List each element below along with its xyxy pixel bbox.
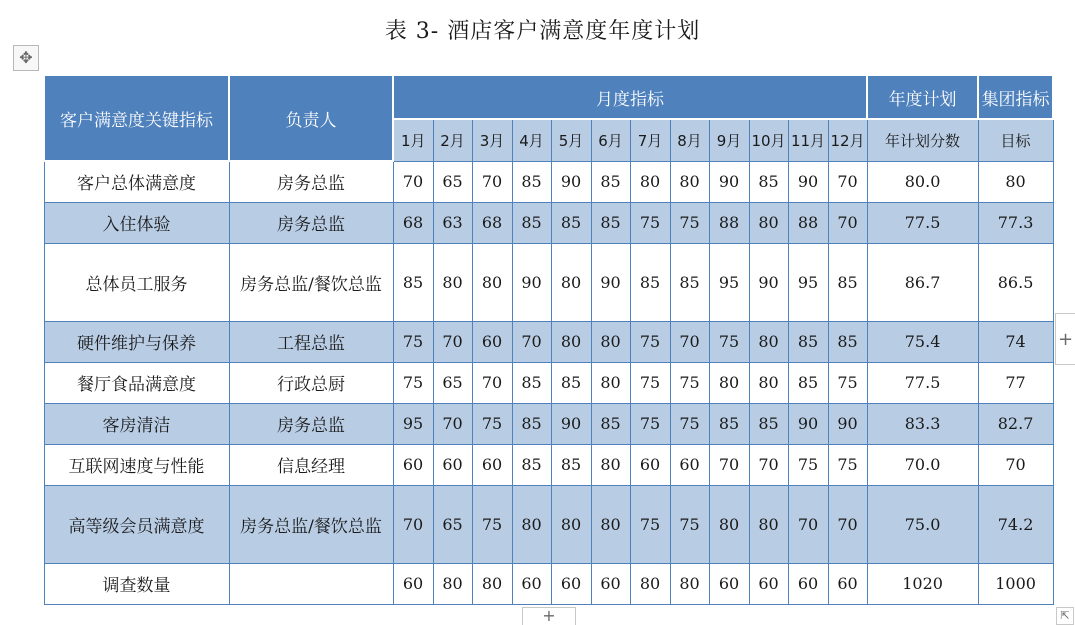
cell-month-value[interactable]: 60	[393, 563, 433, 604]
resize-corner-icon: ⇱	[1060, 609, 1070, 622]
cell-month-value[interactable]: 90	[788, 161, 828, 202]
cell-month-value[interactable]: 80	[670, 563, 709, 604]
cell-month-value[interactable]: 63	[433, 202, 472, 243]
cell-month-value[interactable]: 80	[749, 202, 788, 243]
cell-month-value[interactable]: 75	[630, 485, 670, 563]
cell-month-value[interactable]: 60	[670, 444, 709, 485]
header-kpi: 客户满意度关键指标	[44, 75, 229, 161]
cell-kpi[interactable]: 调查数量	[44, 563, 229, 604]
table-row	[44, 321, 1053, 362]
satisfaction-plan-table	[43, 74, 1054, 605]
cell-month-value[interactable]: 75	[630, 362, 670, 403]
table-row	[44, 403, 1053, 444]
cell-month-value[interactable]: 60	[472, 321, 512, 362]
add-row-button[interactable]	[522, 607, 576, 625]
cell-month-value[interactable]: 80	[749, 362, 788, 403]
header-month: 1月	[393, 119, 433, 161]
cell-month-value[interactable]: 75	[828, 362, 867, 403]
cell-annual-score[interactable]: 77.5	[867, 362, 978, 403]
cell-month-value[interactable]: 75	[670, 485, 709, 563]
cell-month-value[interactable]: 75	[709, 321, 749, 362]
cell-month-value[interactable]: 70	[512, 321, 551, 362]
cell-month-value[interactable]: 80	[433, 563, 472, 604]
header-month: 5月	[551, 119, 591, 161]
cell-owner[interactable]: 房务总监	[229, 161, 393, 202]
cell-annual-score[interactable]: 80.0	[867, 161, 978, 202]
cell-target[interactable]: 74	[978, 321, 1053, 362]
cell-month-value[interactable]: 85	[749, 161, 788, 202]
page-title: 表 3- 酒店客户满意度年度计划	[384, 19, 701, 44]
cell-month-value[interactable]: 80	[670, 161, 709, 202]
header-month: 9月	[709, 119, 749, 161]
cell-month-value[interactable]: 60	[433, 444, 472, 485]
cell-month-value[interactable]: 80	[591, 321, 630, 362]
cell-month-value[interactable]: 60	[788, 563, 828, 604]
cell-month-value[interactable]: 85	[551, 444, 591, 485]
cell-month-value[interactable]: 80	[749, 485, 788, 563]
cell-annual-score[interactable]: 77.5	[867, 202, 978, 243]
cell-month-value[interactable]: 80	[709, 485, 749, 563]
cell-target[interactable]: 77.3	[978, 202, 1053, 243]
cell-annual-score[interactable]: 75.0	[867, 485, 978, 563]
cell-owner[interactable]: 行政总厨	[229, 362, 393, 403]
cell-month-value[interactable]: 80	[551, 321, 591, 362]
cell-month-value[interactable]: 90	[512, 243, 551, 321]
cell-month-value[interactable]: 75	[828, 444, 867, 485]
cell-month-value[interactable]: 70	[433, 321, 472, 362]
cell-owner[interactable]: 房务总监	[229, 202, 393, 243]
cell-kpi[interactable]: 入住体验	[44, 202, 229, 243]
cell-month-value[interactable]: 85	[591, 403, 630, 444]
header-month: 2月	[433, 119, 472, 161]
cell-month-value[interactable]: 85	[749, 403, 788, 444]
header-month: 10月	[749, 119, 788, 161]
cell-month-value[interactable]: 60	[749, 563, 788, 604]
cell-month-value[interactable]: 85	[828, 243, 867, 321]
cell-month-value[interactable]: 70	[670, 321, 709, 362]
cell-month-value[interactable]: 70	[788, 485, 828, 563]
table-move-handle[interactable]	[13, 45, 39, 71]
cell-annual-score[interactable]: 70.0	[867, 444, 978, 485]
cell-month-value[interactable]: 65	[433, 485, 472, 563]
cell-annual-score[interactable]: 86.7	[867, 243, 978, 321]
cell-month-value[interactable]: 80	[551, 485, 591, 563]
cell-month-value[interactable]: 70	[828, 202, 867, 243]
cell-owner[interactable]: 房务总监	[229, 403, 393, 444]
cell-annual-score[interactable]: 1020	[867, 563, 978, 604]
cell-month-value[interactable]: 85	[591, 202, 630, 243]
table-row	[44, 362, 1053, 403]
cell-month-value[interactable]: 70	[828, 161, 867, 202]
cell-month-value[interactable]: 70	[393, 161, 433, 202]
cell-target[interactable]: 1000	[978, 563, 1053, 604]
cell-month-value[interactable]: 60	[551, 563, 591, 604]
cell-month-value[interactable]: 80	[630, 161, 670, 202]
cell-month-value[interactable]: 68	[472, 202, 512, 243]
table-row	[44, 563, 1053, 604]
cell-owner[interactable]: 房务总监/餐饮总监	[229, 485, 393, 563]
cell-month-value[interactable]: 90	[788, 403, 828, 444]
header-annual-group: 年度计划	[867, 75, 978, 119]
cell-kpi[interactable]: 硬件维护与保养	[44, 321, 229, 362]
header-month: 8月	[670, 119, 709, 161]
header-month: 3月	[472, 119, 512, 161]
cell-month-value[interactable]: 70	[472, 362, 512, 403]
cell-month-value[interactable]: 65	[433, 161, 472, 202]
table-body	[44, 161, 1053, 604]
header-month: 6月	[591, 119, 630, 161]
header-month: 11月	[788, 119, 828, 161]
header-month: 7月	[630, 119, 670, 161]
cell-month-value[interactable]: 70	[393, 485, 433, 563]
cell-target[interactable]: 80	[978, 161, 1053, 202]
cell-month-value[interactable]: 85	[551, 362, 591, 403]
cell-month-value[interactable]: 70	[828, 485, 867, 563]
cell-owner[interactable]	[229, 563, 393, 604]
cell-target[interactable]: 77	[978, 362, 1053, 403]
cell-month-value[interactable]: 90	[551, 161, 591, 202]
cell-month-value[interactable]: 88	[788, 202, 828, 243]
cell-kpi[interactable]: 高等级会员满意度	[44, 485, 229, 563]
cell-month-value[interactable]: 85	[512, 202, 551, 243]
cell-month-value[interactable]: 60	[512, 563, 551, 604]
cell-month-value[interactable]: 90	[551, 403, 591, 444]
cell-month-value[interactable]: 90	[591, 243, 630, 321]
cell-month-value[interactable]: 85	[670, 243, 709, 321]
table-row	[44, 202, 1053, 243]
plus-icon: +	[542, 606, 556, 625]
cell-month-value[interactable]: 80	[433, 243, 472, 321]
cell-month-value[interactable]: 85	[551, 202, 591, 243]
cell-month-value[interactable]: 85	[512, 362, 551, 403]
cell-month-value[interactable]: 75	[670, 202, 709, 243]
cell-month-value[interactable]: 85	[709, 403, 749, 444]
header-monthly-group: 月度指标	[393, 75, 867, 119]
cell-month-value[interactable]: 80	[551, 243, 591, 321]
cell-month-value[interactable]: 75	[788, 444, 828, 485]
cell-kpi[interactable]: 互联网速度与性能	[44, 444, 229, 485]
cell-kpi[interactable]: 总体员工服务	[44, 243, 229, 321]
cell-month-value[interactable]: 88	[709, 202, 749, 243]
cell-target[interactable]: 86.5	[978, 243, 1053, 321]
cell-month-value[interactable]: 85	[591, 161, 630, 202]
header-month: 4月	[512, 119, 551, 161]
cell-month-value[interactable]: 80	[591, 362, 630, 403]
table-row	[44, 161, 1053, 202]
cell-month-value[interactable]: 60	[591, 563, 630, 604]
cell-month-value[interactable]: 80	[512, 485, 551, 563]
table-row	[44, 243, 1053, 321]
cell-month-value[interactable]: 60	[630, 444, 670, 485]
header-group-target-group: 集团指标	[978, 75, 1053, 119]
cell-month-value[interactable]: 75	[393, 362, 433, 403]
cell-month-value[interactable]: 60	[393, 444, 433, 485]
cell-month-value[interactable]: 68	[393, 202, 433, 243]
cell-month-value[interactable]: 65	[433, 362, 472, 403]
header-target: 目标	[978, 119, 1053, 161]
plus-icon: +	[1057, 328, 1074, 350]
cell-target[interactable]: 74.2	[978, 485, 1053, 563]
cell-month-value[interactable]: 75	[630, 202, 670, 243]
cell-month-value[interactable]: 80	[472, 243, 512, 321]
cell-month-value[interactable]: 75	[393, 321, 433, 362]
cell-month-value[interactable]: 80	[591, 444, 630, 485]
cell-month-value[interactable]: 70	[709, 444, 749, 485]
cell-month-value[interactable]: 90	[828, 403, 867, 444]
cell-owner[interactable]: 房务总监/餐饮总监	[229, 243, 393, 321]
cell-month-value[interactable]: 70	[472, 161, 512, 202]
cell-owner[interactable]: 信息经理	[229, 444, 393, 485]
cell-month-value[interactable]: 85	[512, 444, 551, 485]
cell-month-value[interactable]: 75	[670, 362, 709, 403]
cell-month-value[interactable]: 70	[433, 403, 472, 444]
cell-month-value[interactable]: 95	[709, 243, 749, 321]
cell-month-value[interactable]: 80	[591, 485, 630, 563]
cell-month-value[interactable]: 75	[630, 321, 670, 362]
cell-month-value[interactable]: 95	[788, 243, 828, 321]
cell-month-value[interactable]: 80	[709, 362, 749, 403]
cell-target[interactable]: 82.7	[978, 403, 1053, 444]
cell-kpi[interactable]: 餐厅食品满意度	[44, 362, 229, 403]
cell-month-value[interactable]: 85	[512, 403, 551, 444]
table-row	[44, 485, 1053, 563]
cell-month-value[interactable]: 90	[749, 243, 788, 321]
cell-month-value[interactable]: 75	[472, 485, 512, 563]
cell-month-value[interactable]: 60	[709, 563, 749, 604]
cell-month-value[interactable]: 85	[512, 161, 551, 202]
cell-month-value[interactable]: 80	[749, 321, 788, 362]
cell-month-value[interactable]: 85	[788, 321, 828, 362]
cell-annual-score[interactable]: 83.3	[867, 403, 978, 444]
cell-kpi[interactable]: 客户总体满意度	[44, 161, 229, 202]
cell-month-value[interactable]: 75	[472, 403, 512, 444]
cell-target[interactable]: 70	[978, 444, 1053, 485]
cell-month-value[interactable]: 75	[670, 403, 709, 444]
add-column-button[interactable]	[1055, 313, 1075, 365]
cell-month-value[interactable]: 70	[749, 444, 788, 485]
cell-kpi[interactable]: 客房清洁	[44, 403, 229, 444]
move-arrows-icon: ✥	[19, 48, 33, 67]
cell-month-value[interactable]: 80	[630, 563, 670, 604]
cell-month-value[interactable]: 90	[709, 161, 749, 202]
cell-month-value[interactable]: 75	[630, 403, 670, 444]
cell-month-value[interactable]: 85	[630, 243, 670, 321]
cell-month-value[interactable]: 95	[393, 403, 433, 444]
cell-month-value[interactable]: 85	[788, 362, 828, 403]
cell-month-value[interactable]: 85	[393, 243, 433, 321]
header-month: 12月	[828, 119, 867, 161]
cell-annual-score[interactable]: 75.4	[867, 321, 978, 362]
header-annual-score: 年计划分数	[867, 119, 978, 161]
cell-owner[interactable]: 工程总监	[229, 321, 393, 362]
cell-month-value[interactable]: 60	[828, 563, 867, 604]
cell-month-value[interactable]: 60	[472, 444, 512, 485]
table-row	[44, 444, 1053, 485]
table-resize-handle[interactable]	[1056, 607, 1074, 625]
cell-month-value[interactable]: 80	[472, 563, 512, 604]
cell-month-value[interactable]: 85	[828, 321, 867, 362]
header-owner: 负责人	[229, 75, 393, 161]
